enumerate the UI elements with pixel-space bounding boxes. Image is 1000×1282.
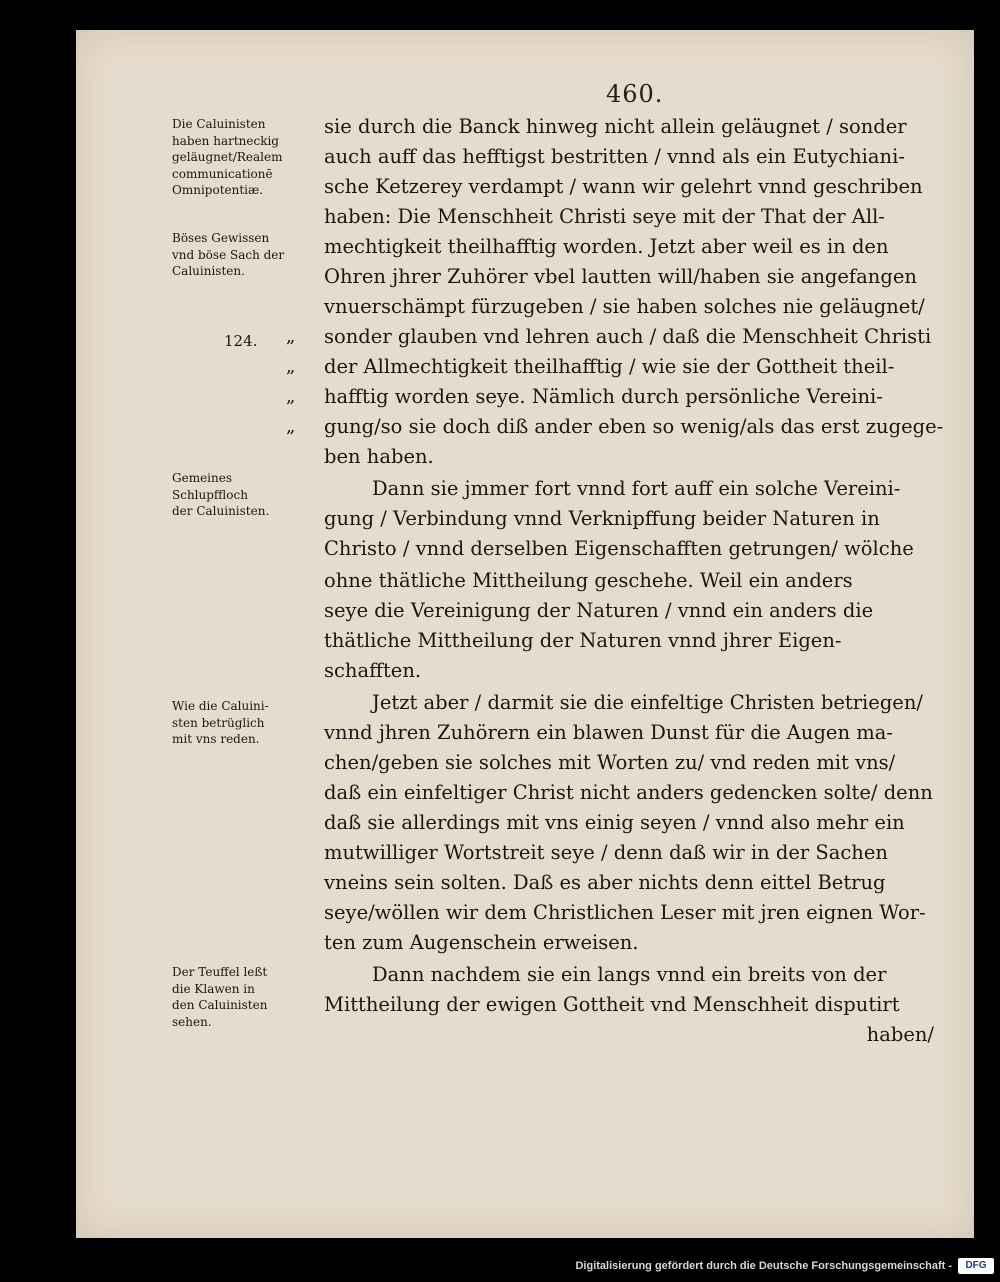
marginal-note-line: Der Teuffel leßt bbox=[172, 965, 268, 979]
marginal-note-line: haben hartneckig bbox=[172, 133, 279, 148]
body-line: Ohren jhrer Zuhörer vbel lautten will/haben sie angefangen bbox=[324, 265, 917, 288]
marginal-note bbox=[172, 470, 322, 520]
body-line: Jetzt aber / darmit sie die einfeltige Christen betriegen/ bbox=[372, 691, 923, 714]
line-number: 124. bbox=[224, 332, 258, 350]
quote-marker: „ bbox=[286, 356, 296, 377]
body-line: sie durch die Banck hinweg nicht allein geläugnet / sonder bbox=[324, 115, 907, 138]
marginal-note-line: Schlupffloch bbox=[172, 487, 248, 502]
body-line: sonder glauben vnd lehren auch / daß die Menschheit Christi bbox=[324, 325, 932, 348]
footer-credit: Digitalisierung gefördert durch die Deutsche Forschungsgemeinschaft - bbox=[575, 1260, 952, 1272]
marginal-note-line: sehen. bbox=[172, 1014, 212, 1029]
marginal-note-line: der Caluinisten. bbox=[172, 504, 270, 518]
marginal-note-line: geläugnet/Realem bbox=[172, 150, 283, 164]
marginal-note bbox=[172, 964, 322, 1030]
body-line: auch auff das hefftigst bestritten / vnnd als ein Eutychiani- bbox=[324, 145, 905, 168]
body-line: hafftig worden seye. Nämlich durch persönliche Vereini- bbox=[324, 385, 883, 408]
body-line: Mittheilung der ewigen Gottheit vnd Menschheit disputirt bbox=[324, 993, 900, 1016]
body-line: schafften. bbox=[324, 659, 422, 682]
marginal-note-line: Caluinisten. bbox=[172, 264, 245, 278]
marginal-note-line: Omnipotentiæ. bbox=[172, 183, 264, 197]
body-line: vnnd jhren Zuhörern ein blawen Dunst für die Augen ma- bbox=[324, 721, 893, 744]
body-line: Christo / vnnd derselben Eigenschafften getrungen/ wölche bbox=[324, 537, 914, 560]
body-line: ten zum Augenschein erweisen. bbox=[324, 931, 639, 954]
marginal-note-line: Gemeines bbox=[172, 471, 232, 485]
body-line: daß ein einfeltiger Christ nicht anders gedencken solte/ denn bbox=[324, 781, 933, 804]
body-line: ben haben. bbox=[324, 445, 434, 468]
body-line: daß sie allerdings mit vns einig seyen / vnnd also mehr ein bbox=[324, 811, 905, 834]
marginal-note-line: Böses Gewissen bbox=[172, 231, 270, 245]
body-line: chen/geben sie solches mit Worten zu/ vnd reden mit vns/ bbox=[324, 751, 896, 774]
marginal-note-line: Wie die Caluini- bbox=[172, 699, 269, 713]
body-line: sche Ketzerey verdampt / wann wir gelehrt vnnd geschriben bbox=[324, 175, 923, 198]
quote-marker: „ bbox=[286, 386, 296, 407]
marginal-note-line: die Klawen in bbox=[172, 981, 255, 996]
body-line: vneins sein solten. Daß es aber nichts denn eittel Betrug bbox=[324, 871, 886, 894]
body-line: ohne thätliche Mittheilung geschehe. Weil ein anders bbox=[324, 569, 853, 592]
page-number: 460. bbox=[606, 80, 664, 108]
body-line: vnuerschämpt fürzugeben / sie haben solches nie geläugnet/ bbox=[324, 295, 925, 318]
body-line: haben: Die Menschheit Christi seye mit der That der All- bbox=[324, 205, 885, 228]
body-line: Dann sie jmmer fort vnnd fort auff ein solche Vereini- bbox=[372, 477, 901, 500]
body-line: gung/so sie doch diß ander eben so wenig/als das erst zugege- bbox=[324, 415, 944, 438]
quote-marker: „ bbox=[286, 326, 296, 347]
body-line: seye/wöllen wir dem Christlichen Leser mit jren eignen Wor- bbox=[324, 901, 926, 924]
body-line: mechtigkeit theilhafftig worden. Jetzt aber weil es in den bbox=[324, 235, 889, 258]
body-line: gung / Verbindung vnnd Verknipffung beider Naturen in bbox=[324, 507, 880, 530]
body-line: Dann nachdem sie ein langs vnnd ein breits von der bbox=[372, 963, 887, 986]
marginal-note-line: vnd böse Sach der bbox=[172, 247, 285, 262]
marginal-note-line: communicationē bbox=[172, 166, 273, 181]
marginal-note bbox=[172, 230, 322, 280]
marginal-note-line: den Caluinisten bbox=[172, 998, 268, 1012]
dfg-logo: DFG bbox=[958, 1258, 994, 1274]
body-line: der Allmechtigkeit theilhafftig / wie sie der Gottheit theil- bbox=[324, 355, 895, 378]
quote-marker: „ bbox=[286, 416, 296, 437]
body-line: seye die Vereinigung der Naturen / vnnd ein anders die bbox=[324, 599, 874, 622]
marginal-note-line: Die Caluinisten bbox=[172, 117, 266, 131]
body-line: haben/ bbox=[866, 1023, 934, 1046]
marginal-note bbox=[172, 698, 322, 748]
body-line: mutwilliger Wortstreit seye / denn daß wir in der Sachen bbox=[324, 841, 888, 864]
marginal-note-line: mit vns reden. bbox=[172, 732, 260, 746]
body-line: thätliche Mittheilung der Naturen vnnd jhrer Eigen- bbox=[324, 629, 842, 652]
scanned-page bbox=[76, 30, 974, 1238]
marginal-note-line: sten betrüglich bbox=[172, 715, 265, 730]
marginal-note bbox=[172, 116, 322, 199]
